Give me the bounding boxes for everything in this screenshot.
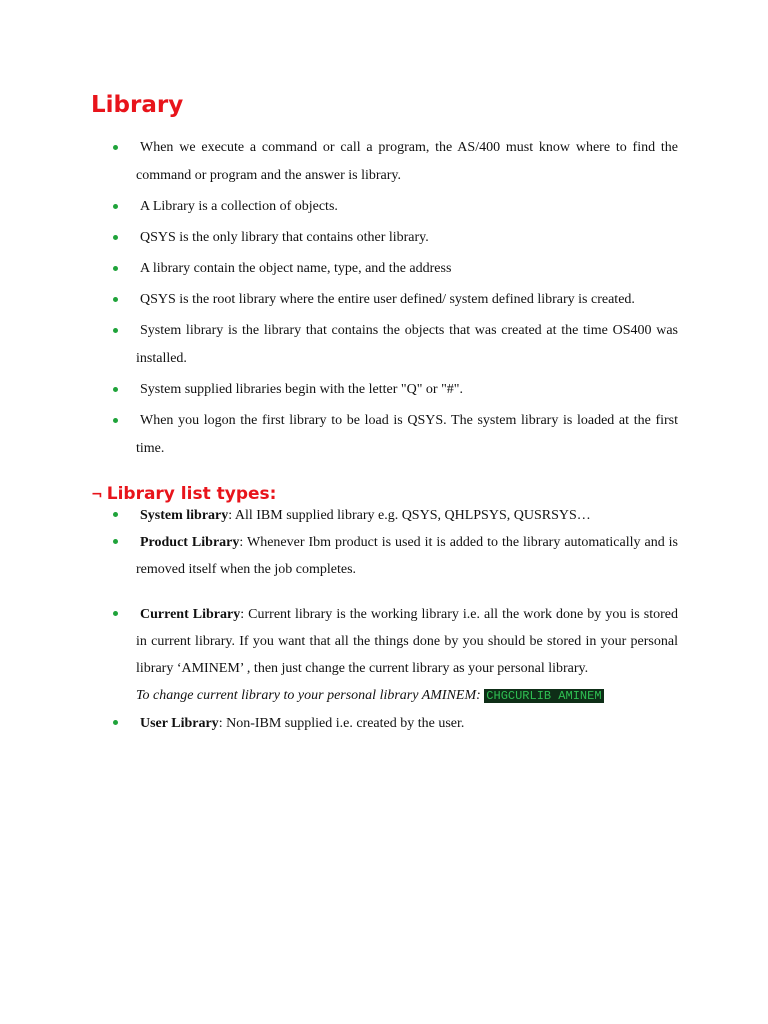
- corner-mark-icon: ¬: [91, 487, 103, 503]
- bullet-icon: [113, 328, 118, 333]
- list-item: System supplied libraries begin with the letter "Q" or "#".: [0, 376, 768, 404]
- bullet-icon: [113, 204, 118, 209]
- list-item-current-library: Current Library: Current library is the working library i.e. all the work done by you is stored in current library. If you want that all the things done by you should be stored in your personal library ‘AMINEM’ , then just change the current library as your personal library. To change current library to your personal library AMINEM: CHGCURLIB AMINEM: [0, 601, 768, 710]
- list-item: A Library is a collection of objects.: [0, 193, 768, 221]
- list-item: QSYS is the only library that contains other library.: [0, 224, 768, 252]
- bullet-icon: [113, 297, 118, 302]
- spacer: [0, 583, 768, 601]
- list-item-user-library: User Library: Non-IBM supplied i.e. created by the user.: [0, 710, 768, 737]
- section-heading: ¬ Library list types:: [91, 481, 276, 508]
- bullet-icon: [113, 235, 118, 240]
- list-item-system-library: System library: All IBM supplied library e.g. QSYS, QHLPSYS, QUSRSYS…: [0, 502, 768, 529]
- bullet-icon: [113, 611, 118, 616]
- bullet-icon: [113, 387, 118, 392]
- list-item: A library contain the object name, type, and the address: [0, 255, 768, 283]
- term-label: User Library: [140, 716, 219, 731]
- bullet-icon: [113, 145, 118, 150]
- bullet-icon: [113, 266, 118, 271]
- list-item: QSYS is the root library where the entire user defined/ system defined library is created.: [0, 286, 768, 314]
- bullet-icon: [113, 512, 118, 517]
- list-item: When we execute a command or call a program, the AS/400 must know where to find the command or program and the answer is library.: [0, 134, 768, 190]
- list-item-product-library: Product Library: Whenever Ibm product is used it is added to the library automatically and is removed itself when the job completes.: [0, 529, 768, 583]
- library-facts-list: [0, 134, 768, 466]
- term-label: Product Library: [140, 535, 240, 550]
- command-text: CHGCURLIB AMINEM: [486, 689, 602, 703]
- page-title: Library: [91, 92, 184, 118]
- bullet-icon: [113, 720, 118, 725]
- list-item: When you logon the first library to be load is QSYS. The system library is loaded at the first time.: [0, 407, 768, 463]
- list-item: System library is the library that contains the objects that was created at the time OS400 was installed.: [0, 317, 768, 373]
- bullet-icon: [113, 418, 118, 423]
- note-line: To change current library to your personal library AMINEM: CHGCURLIB AMINEM: [136, 688, 602, 703]
- library-types-list: [0, 502, 768, 737]
- term-label: Current Library: [140, 607, 241, 622]
- term-label: System library: [140, 508, 229, 523]
- bullet-icon: [113, 539, 118, 544]
